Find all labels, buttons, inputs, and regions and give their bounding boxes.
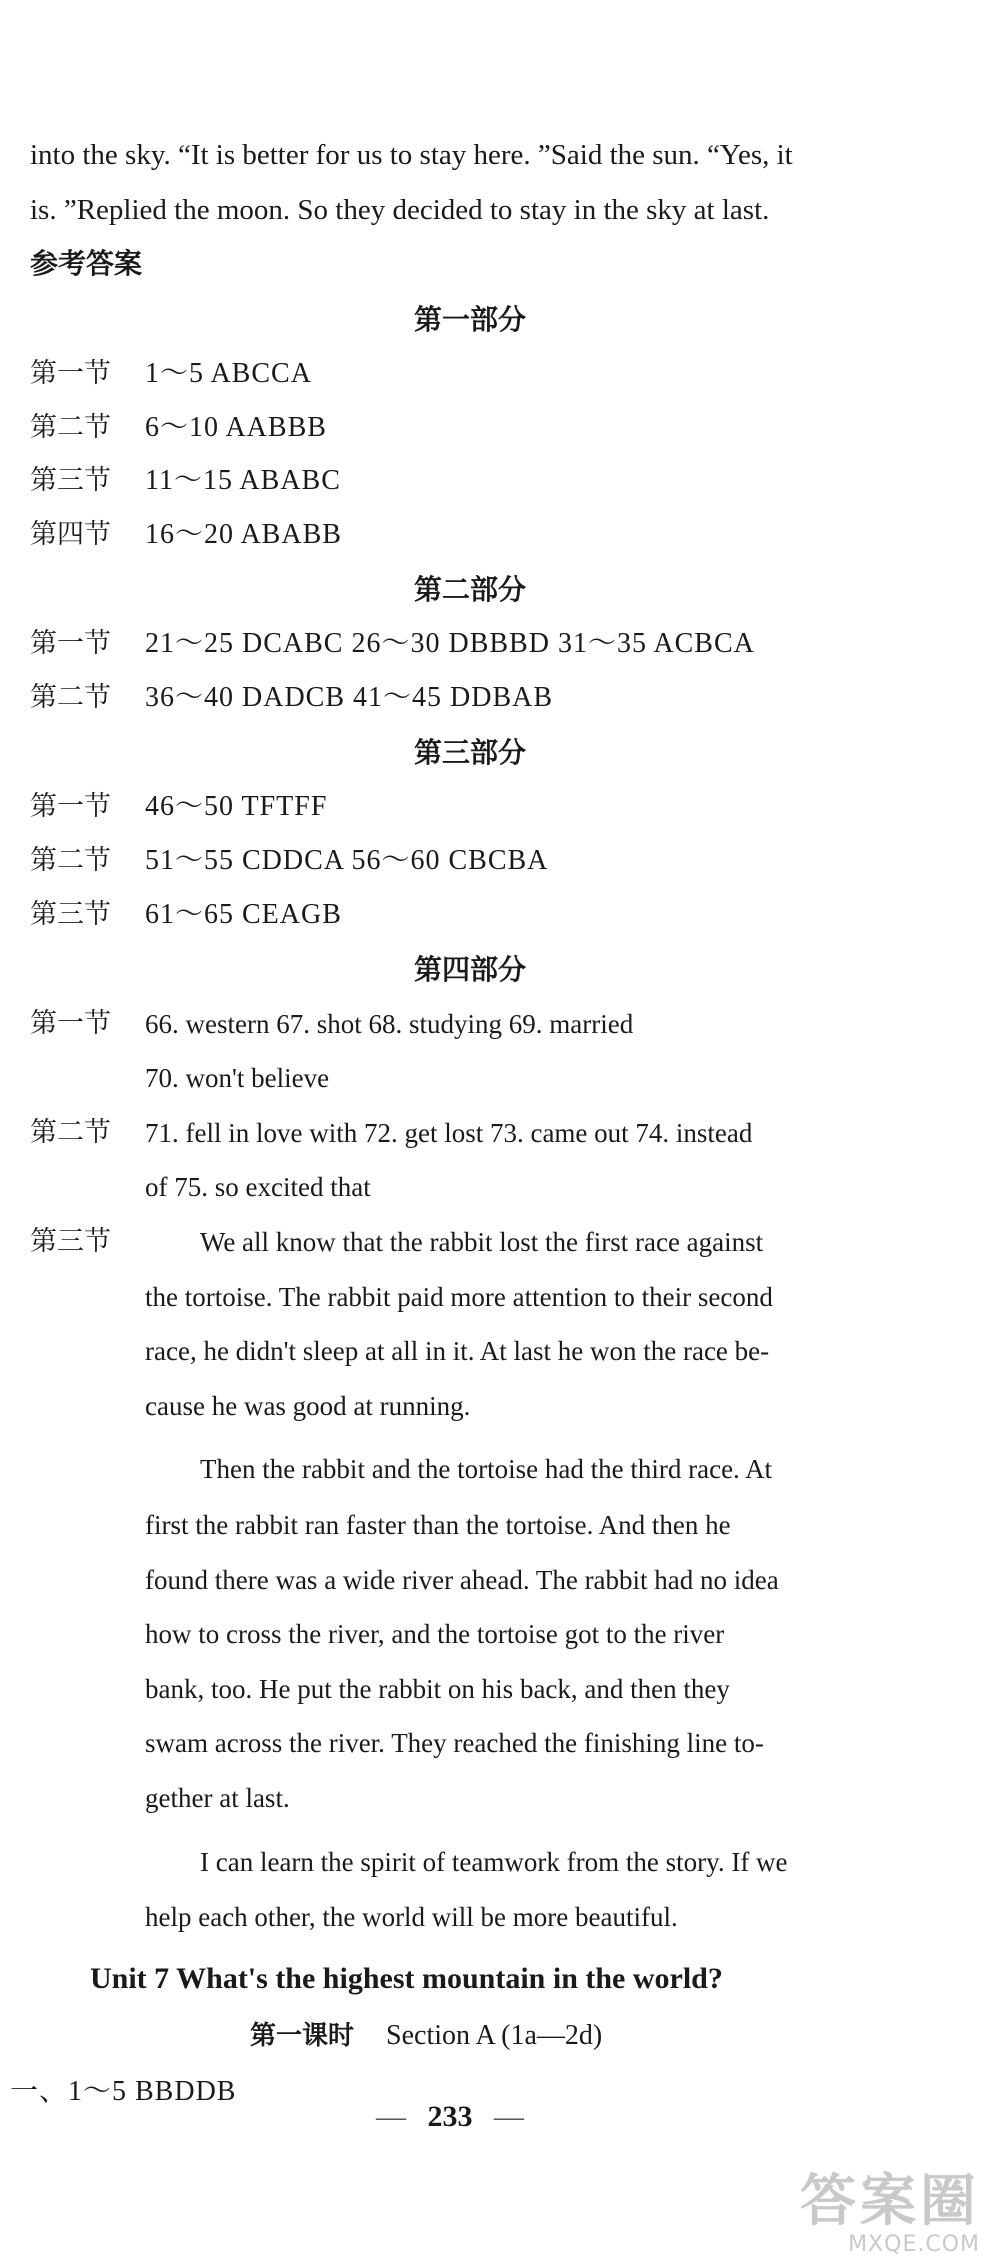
lesson-section: Section A (1a—2d) [386, 2020, 603, 2051]
lesson-heading [250, 2016, 602, 2056]
part4-sec2-line1: 71. fell in love with 72. get lost 73. came out 74. instead [145, 1118, 753, 1148]
essay-line: first the rabbit ran faster than the tortoise. And then he [145, 1510, 731, 1540]
unit-first-answer: 一、1～5 BBDDB [10, 2076, 237, 2107]
page-number-value: 233 [427, 2100, 473, 2133]
part2-row1-label: 第一节 [30, 628, 111, 659]
part4-title: 第四部分 [413, 953, 526, 986]
part1-row1-answers: 1～5 ABCCA [145, 358, 312, 389]
part1-title: 第一部分 [413, 303, 526, 336]
intro-line-1: into the sky. “It is better for us to stay here. ”Said the sun. “Yes, it [30, 139, 793, 171]
watermark [800, 2169, 980, 2257]
essay-line: swam across the river. They reached the finishing line to- [145, 1728, 764, 1758]
part3-row1-answers: 46～50 TFTFF [145, 791, 328, 822]
essay-line: gether at last. [145, 1783, 290, 1813]
page-number [0, 2100, 900, 2134]
part4-sec2-label: 第二节 [30, 1117, 111, 1148]
essay-line: Then the rabbit and the tortoise had the third race. At [200, 1454, 773, 1484]
part1-row2-label: 第二节 [30, 412, 111, 443]
part4-sec3-label: 第三节 [30, 1226, 111, 1257]
part3-title: 第三部分 [413, 736, 526, 769]
part3-row3-label: 第三节 [30, 899, 111, 930]
lesson-number: 第一课时 [250, 2021, 355, 2051]
essay-line: race, he didn't sleep at all in it. At last he won the race be- [145, 1336, 770, 1366]
essay-line: help each other, the world will be more beautiful. [145, 1902, 678, 1932]
part2-row1-answers: 21～25 DCABC 26～30 DBBBD 31～35 ACBCA [145, 628, 755, 659]
unit-title: Unit 7 What's the highest mountain in the world? [90, 1962, 723, 1995]
part2-row2-answers: 36～40 DADCB 41～45 DDBAB [145, 682, 554, 713]
part4-sec1-line1: 66. western 67. shot 68. studying 69. married [145, 1009, 634, 1039]
part4-sec1-label: 第一节 [30, 1008, 111, 1039]
part2-title: 第二部分 [413, 573, 526, 606]
intro-line-2: is. ”Replied the moon. So they decided to stay in the sky at last. [30, 194, 770, 226]
part1-row1-label: 第一节 [30, 358, 111, 389]
part4-sec1-line2: 70. won't believe [145, 1063, 330, 1093]
essay-line: how to cross the river, and the tortoise got to the river [145, 1619, 725, 1649]
part3-row2-answers: 51～55 CDDCA 56～60 CBCBA [145, 845, 549, 876]
part3-row2-label: 第二节 [30, 845, 111, 876]
part1-row3-label: 第三节 [30, 465, 111, 496]
answers-title: 参考答案 [30, 247, 143, 280]
essay-line: I can learn the spirit of teamwork from the story. If we [200, 1847, 788, 1877]
page-dash-left: — [376, 2100, 406, 2133]
essay-line: We all know that the rabbit lost the first race against [200, 1227, 764, 1257]
essay-line: found there was a wide river ahead. The rabbit had no idea [145, 1565, 779, 1595]
essay-line: the tortoise. The rabbit paid more attention to their second [145, 1282, 773, 1312]
part1-row2-answers: 6～10 AABBB [145, 412, 327, 443]
essay-line: cause he was good at running. [145, 1391, 471, 1421]
watermark-logo: 答案圈 [800, 2169, 980, 2234]
part4-sec2-line2: of 75. so excited that [145, 1172, 371, 1202]
essay-line: bank, too. He put the rabbit on his back, and then they [145, 1674, 730, 1704]
page-dash-right: — [494, 2100, 524, 2133]
part1-row4-label: 第四节 [30, 519, 111, 550]
part2-row2-label: 第二节 [30, 682, 111, 713]
part1-row4-answers: 16～20 ABABB [145, 519, 342, 550]
part1-row3-answers: 11～15 ABABC [145, 465, 341, 496]
part3-row1-label: 第一节 [30, 791, 111, 822]
watermark-url: MXQE.COM [848, 2232, 980, 2257]
part3-row3-answers: 61～65 CEAGB [145, 899, 342, 930]
